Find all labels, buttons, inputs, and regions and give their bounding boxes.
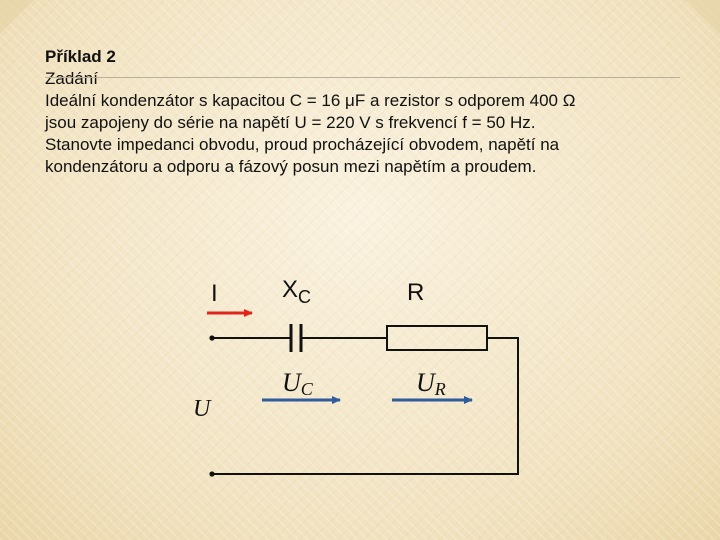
slide-subtitle: Zadání (45, 69, 98, 88)
problem-line-4: kondenzátoru a odporu a fázový posun mezi napětím a proudem. (45, 157, 537, 176)
wire-resistor-right-return (212, 338, 518, 474)
slide-title: Příklad 2 (45, 47, 116, 66)
capacitor-voltage-label: UC (282, 368, 313, 399)
problem-line-2: jsou zapojeny do série na napětí U = 220 V s frekvencí f = 50 Hz. (45, 113, 536, 132)
capacitor-symbol (291, 324, 301, 352)
problem-line-1: Ideální kondenzátor s kapacitou C = 16 μF a rezistor s odporem 400 Ω (45, 91, 576, 110)
problem-line-3: Stanovte impedanci obvodu, proud procházející obvodem, napětí na (45, 135, 560, 154)
reactance-label: $X_C$ (282, 276, 312, 307)
resistor-symbol (387, 326, 487, 350)
terminal-bottom (209, 471, 214, 476)
current-label: I (211, 280, 218, 307)
terminal-top (209, 335, 214, 340)
source-voltage-label: U (193, 396, 211, 422)
resistance-label: R (407, 279, 425, 306)
circuit-wires (212, 338, 518, 474)
resistor-voltage-label: UR (416, 368, 446, 399)
